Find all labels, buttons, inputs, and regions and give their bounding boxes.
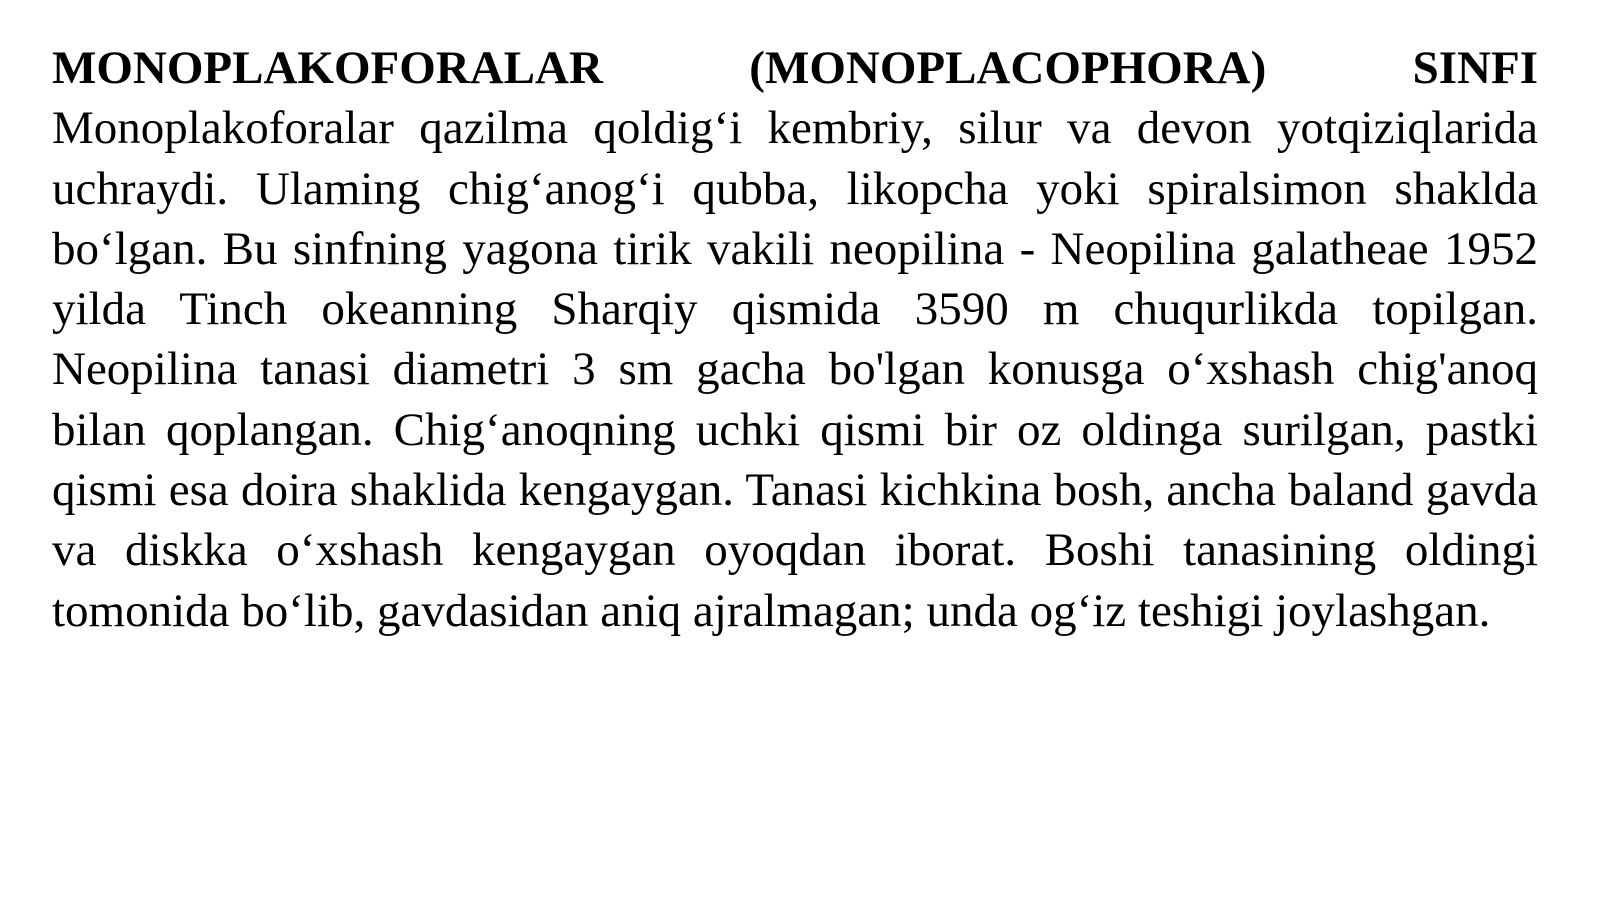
slide-title: MONOPLAKOFORALAR (MONOPLACOPHORA) SINFI: [52, 42, 1538, 94]
slide-body-text: Monoplakoforalar qazilma qoldig‘i kembriy, silur va devon yotqiziqlarida uchraydi. Ulaming chig‘anog‘i qubba, likopcha yoki spiralsimon shaklda bo‘lgan. Bu sinfning yagona tirik vakili neopilina - Neopilina galatheae 1952 yilda Tinch okeanning Sharqiy qismida 3590 m chuqurlikda topilgan. Neopilina tanasi diametri 3 sm gacha bo'lgan konusga o‘xshash chig'anoq bilan qoplangan. Chig‘anoqning uchki qismi bir oz oldinga surilgan, pastki qismi esa doira shaklida kengaygan. Tanasi kichkina bosh, ancha baland gavda va diskka o‘xshash kengaygan oyoqdan iborat. Boshi tanasining oldingi tomonida bo‘lib, gavdasidan aniq ajralmagan; unda og‘iz teshigi joylashgan.: [52, 102, 1538, 637]
slide-content: [52, 38, 1538, 641]
